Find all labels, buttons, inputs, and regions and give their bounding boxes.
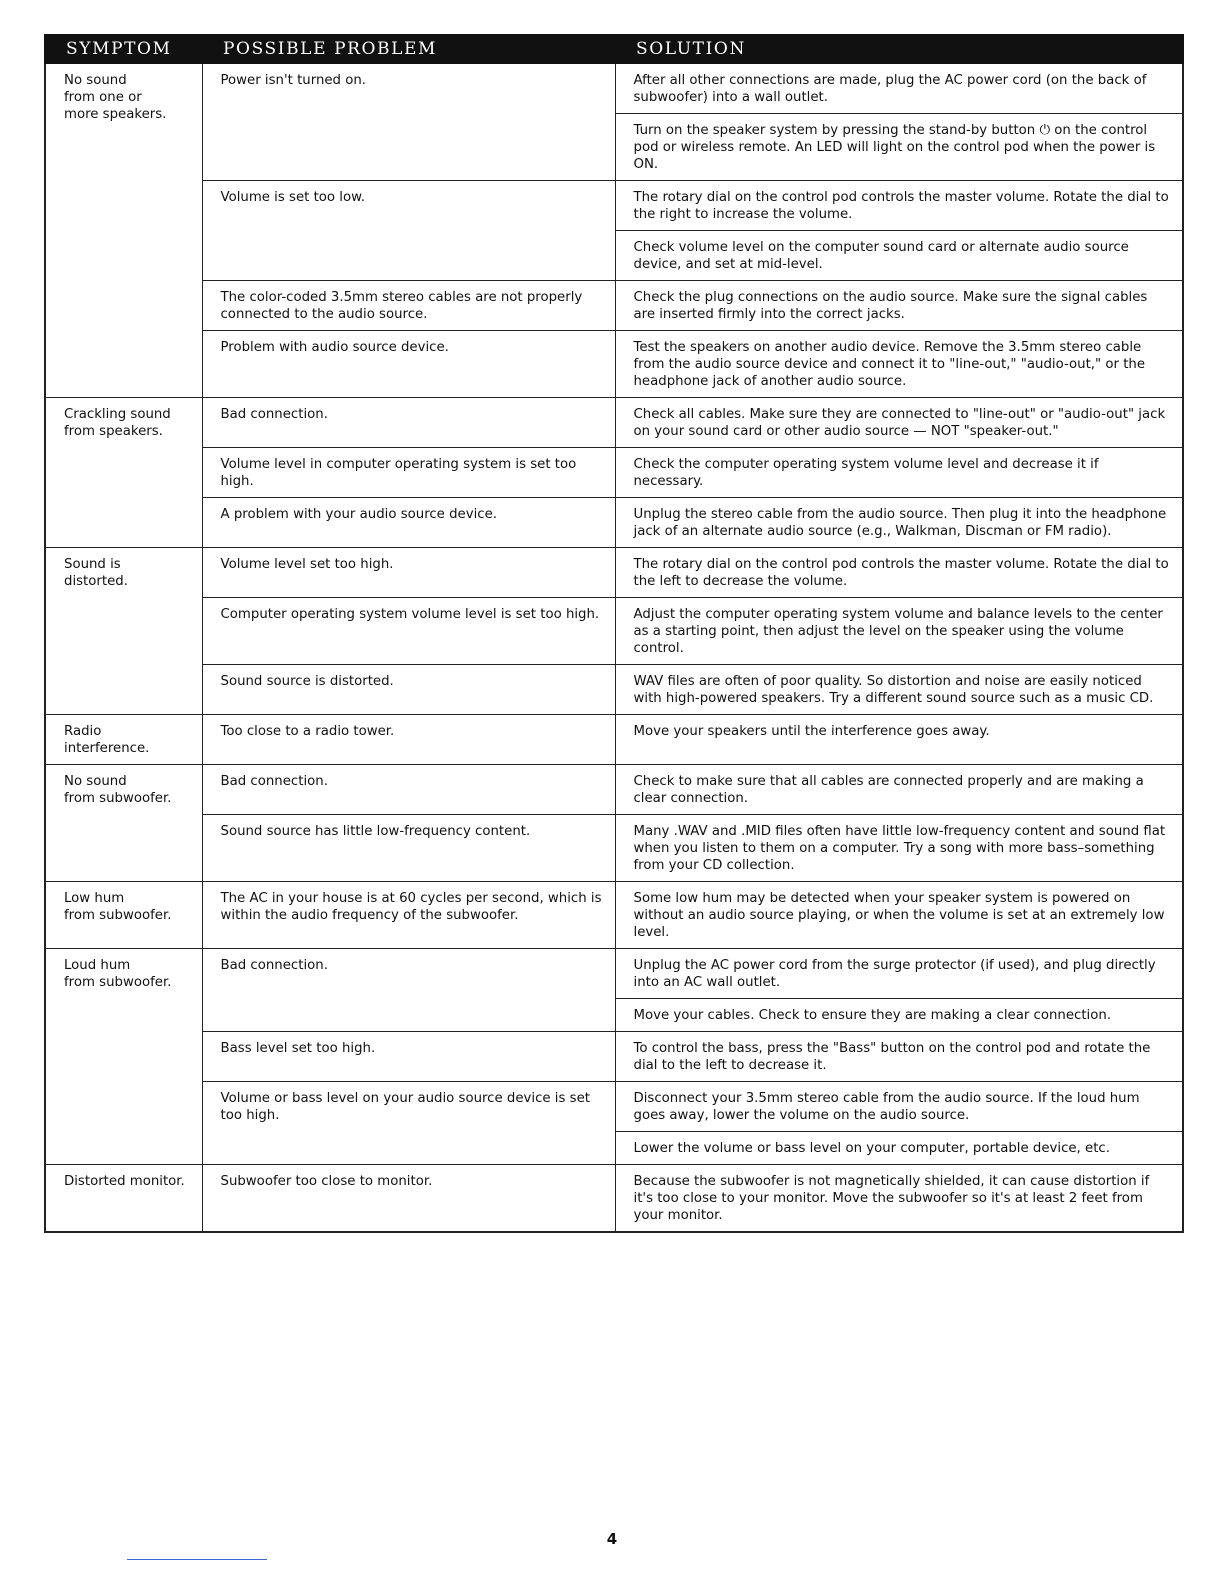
header-symptom: SYMPTOM [45,35,202,63]
solution-cell: To control the bass, press the "Bass" button on the control pod and rotate the dial to the left to decrease it. [615,1032,1183,1082]
table-row [45,765,1183,815]
solution-cell: Some low hum may be detected when your speaker system is powered on without an audio source playing, or when the volume is set at an extremely low level. [615,882,1183,949]
solution-cell: Move your cables. Check to ensure they are making a clear connection. [615,999,1183,1032]
table-row [45,715,1183,765]
solution-cell: WAV files are often of poor quality. So distortion and noise are easily noticed with high-powered speakers. Try a different sound source such as a music CD. [615,665,1183,715]
solution-cell: Check volume level on the computer sound card or alternate audio source device, and set at mid-level. [615,231,1183,281]
solution-cell: Check the computer operating system volume level and decrease it if necessary. [615,448,1183,498]
solution-cell: The rotary dial on the control pod controls the master volume. Rotate the dial to the right to increase the volume. [615,181,1183,231]
symptom-cell: No sound from subwoofer. [45,765,202,882]
solution-cell: Unplug the stereo cable from the audio source. Then plug it into the headphone jack of an alternate audio source (e.g., Walkman, Discman or FM radio). [615,498,1183,548]
solution-cell: Many .WAV and .MID files often have little low-frequency content and sound flat when you listen to them on a computer. Try a song with more bass–something from your CD collection. [615,815,1183,882]
table-row [45,598,1183,665]
table-row [45,281,1183,331]
table-row [45,498,1183,548]
table-row [45,63,1183,114]
solution-cell: Check the plug connections on the audio source. Make sure the signal cables are inserted firmly into the correct jacks. [615,281,1183,331]
table-row [45,331,1183,398]
table-row [45,181,1183,231]
solution-cell: Adjust the computer operating system volume and balance levels to the center as a starting point, then adjust the level on the speaker using the volume control. [615,598,1183,665]
problem-cell: Problem with audio source device. [202,331,615,398]
troubleshooting-table [44,34,1184,1233]
problem-cell: Sound source is distorted. [202,665,615,715]
problem-cell: The AC in your house is at 60 cycles per second, which is within the audio frequency of the subwoofer. [202,882,615,949]
table-row [45,815,1183,882]
table-row [45,548,1183,598]
table-row [45,882,1183,949]
solution-cell: Check to make sure that all cables are connected properly and are making a clear connection. [615,765,1183,815]
solution-cell: Unplug the AC power cord from the surge protector (if used), and plug directly into an AC wall outlet. [615,949,1183,999]
solution-cell: Because the subwoofer is not magnetically shielded, it can cause distortion if it's too close to your monitor. Move the subwoofer so it's at least 2 feet from your monitor. [615,1165,1183,1233]
table-row [45,398,1183,448]
problem-cell: Bad connection. [202,398,615,448]
solution-cell: Test the speakers on another audio device. Remove the 3.5mm stereo cable from the audio source device and connect it to "line-out," "audio-out," or the headphone jack of another audio source. [615,331,1183,398]
problem-cell: Bad connection. [202,765,615,815]
symptom-cell: Crackling sound from speakers. [45,398,202,548]
solution-cell: Check all cables. Make sure they are connected to "line-out" or "audio-out" jack on your sound card or other audio source — NOT "speaker-out." [615,398,1183,448]
table-header-row [45,35,1183,63]
problem-cell: Too close to a radio tower. [202,715,615,765]
table-row [45,665,1183,715]
solution-cell: Disconnect your 3.5mm stereo cable from the audio source. If the loud hum goes away, lower the volume on the audio source. [615,1082,1183,1132]
solution-cell: Lower the volume or bass level on your computer, portable device, etc. [615,1132,1183,1165]
problem-cell: Bad connection. [202,949,615,1032]
symptom-cell: No sound from one or more speakers. [45,63,202,398]
problem-cell: Volume level in computer operating system is set too high. [202,448,615,498]
problem-cell: The color-coded 3.5mm stereo cables are not properly connected to the audio source. [202,281,615,331]
problem-cell: Computer operating system volume level is set too high. [202,598,615,665]
problem-cell: Volume level set too high. [202,548,615,598]
troubleshooting-page [44,34,1182,1233]
symptom-cell: Low hum from subwoofer. [45,882,202,949]
problem-cell: Subwoofer too close to monitor. [202,1165,615,1233]
solution-cell: After all other connections are made, plug the AC power cord (on the back of subwoofer) into a wall outlet. [615,63,1183,114]
table-row [45,448,1183,498]
table-row [45,1082,1183,1132]
solution-cell: Turn on the speaker system by pressing the stand-by button ⏻ on the control pod or wireless remote. An LED will light on the control pod when the power is ON. [615,114,1183,181]
table-row [45,949,1183,999]
solution-cell: Move your speakers until the interference goes away. [615,715,1183,765]
symptom-cell: Loud hum from subwoofer. [45,949,202,1165]
footer-rule [127,1559,267,1560]
table-row [45,1165,1183,1233]
problem-cell: Bass level set too high. [202,1032,615,1082]
symptom-cell: Distorted monitor. [45,1165,202,1233]
problem-cell: A problem with your audio source device. [202,498,615,548]
symptom-cell: Sound is distorted. [45,548,202,715]
page-number: 4 [606,1530,618,1548]
header-solution: SOLUTION [615,35,1183,63]
table-row [45,1032,1183,1082]
symptom-cell: Radio interference. [45,715,202,765]
header-possible-problem: POSSIBLE PROBLEM [202,35,615,63]
problem-cell: Volume is set too low. [202,181,615,281]
problem-cell: Power isn't turned on. [202,63,615,181]
problem-cell: Sound source has little low-frequency content. [202,815,615,882]
problem-cell: Volume or bass level on your audio source device is set too high. [202,1082,615,1165]
solution-cell: The rotary dial on the control pod controls the master volume. Rotate the dial to the left to decrease the volume. [615,548,1183,598]
